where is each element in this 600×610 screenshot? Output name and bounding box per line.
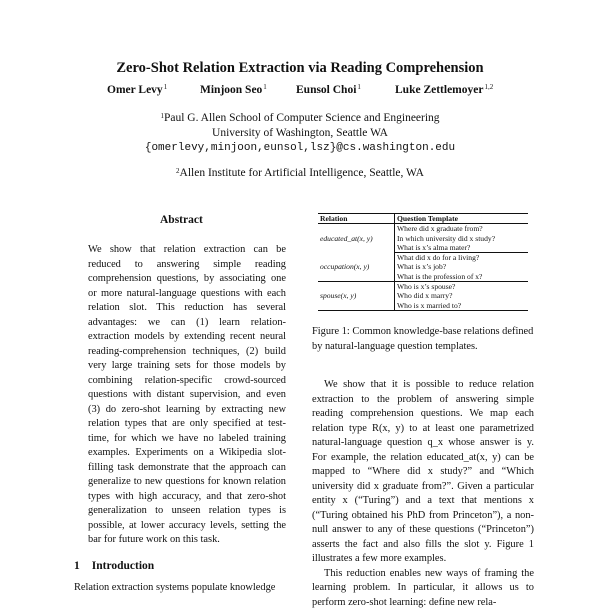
affiliation-1-line-1: $^1$Paul G. Allen School of Computer Science and Engineering — [0, 112, 600, 124]
table-header-row — [318, 214, 528, 224]
section-heading-introduction: 1 Introduction — [74, 560, 166, 572]
table-relation-cell: occupation(x, y) — [318, 253, 395, 282]
author-emails: {omerlevy,minjoon,eunsol,lsz}@cs.washington.edu — [0, 142, 600, 154]
intro-right-column — [312, 378, 534, 610]
relation-question-table — [318, 213, 528, 311]
table-header-question: Question Template — [395, 214, 529, 224]
abstract-heading: Abstract — [160, 214, 203, 226]
introduction-text: Relation extraction systems populate knowledge — [74, 582, 294, 593]
affiliation-1-line-2: University of Washington, Seattle WA — [0, 127, 600, 139]
table-question-cell: In which university did x study? — [395, 234, 529, 243]
table-header-relation: Relation — [318, 214, 395, 224]
author-4: Luke Zettlemoyer$^{1,2}$ — [395, 84, 493, 96]
table-question-cell: What is the profession of x? — [395, 272, 529, 282]
table-question-cell: What is x’s alma mater? — [395, 243, 529, 253]
author-3: Eunsol Choi$^1$ — [296, 84, 361, 96]
intro-paragraph-2: This reduction enables new ways of framing the learning problem. In particular, it allows us to perform zero-shot learning: define new rela- — [312, 567, 534, 610]
paper-title: Zero-Shot Relation Extraction via Reading Comprehension — [0, 60, 600, 77]
table-question-cell: Who did x marry? — [395, 291, 529, 300]
table-row — [318, 253, 528, 263]
table-row — [318, 282, 528, 292]
author-2: Minjoon Seo$^1$ — [200, 84, 267, 96]
figure-1-caption: Figure 1: Common knowledge-base relations defined by natural-language question templates. — [312, 325, 534, 354]
abstract-text: We show that relation extraction can be reduced to answering simple reading comprehension questions, by associating one or more natural-language questions with each relation slot. This reduction has several advantages: we can (1) learn relation-extraction models by extending recent neural reading-comprehension techniques, (2) build very large training sets for those models by combining relation-specific crowd-sourced questions with distant supervision, and even (3) do zero-shot learning by extracting new relation types that are only specified at test-time, for which we have no labeled training examples. Experiments on a Wikipedia slot-filling task demonstrate that the approach can generalize to new questions for known relation types with high accuracy, and that zero-shot generalization to unseen relation types is possible, at lower accuracy levels, setting the bar for future work on this task. — [88, 243, 286, 548]
author-1: Omer Levy$^1$ — [107, 84, 167, 96]
table-question-cell: What did x do for a living? — [395, 253, 529, 263]
table-question-cell: Who is x’s spouse? — [395, 282, 529, 292]
table-question-cell: Where did x graduate from? — [395, 224, 529, 234]
intro-paragraph-1: We show that it is possible to reduce relation extraction to the problem of answering simple reading comprehension questions. We map each relation type R(x, y) to at least one parametrized natural-language question q_x whose answer is y. For example, the relation educated_at(x, y) can be mapped to “Where did x study?” and “Which university did x graduate from?”. Given a particular entity x (“Turing”) and a text that mentions x (“Turing obtained his PhD from Princeton”), a non-null answer to any of these questions (“Princeton”) asserts the fact and also fills the slot y. Figure 1 illustrates a few more examples. — [312, 378, 534, 567]
table-row — [318, 224, 528, 234]
table-relation-cell: spouse(x, y) — [318, 282, 395, 311]
table-relation-cell: educated_at(x, y) — [318, 224, 395, 253]
table-question-cell: What is x’s job? — [395, 262, 529, 271]
affiliation-2: $^2$Allen Institute for Artificial Intelligence, Seattle, WA — [0, 167, 600, 179]
author-list — [0, 84, 600, 100]
table-question-cell: Who is x married to? — [395, 301, 529, 311]
